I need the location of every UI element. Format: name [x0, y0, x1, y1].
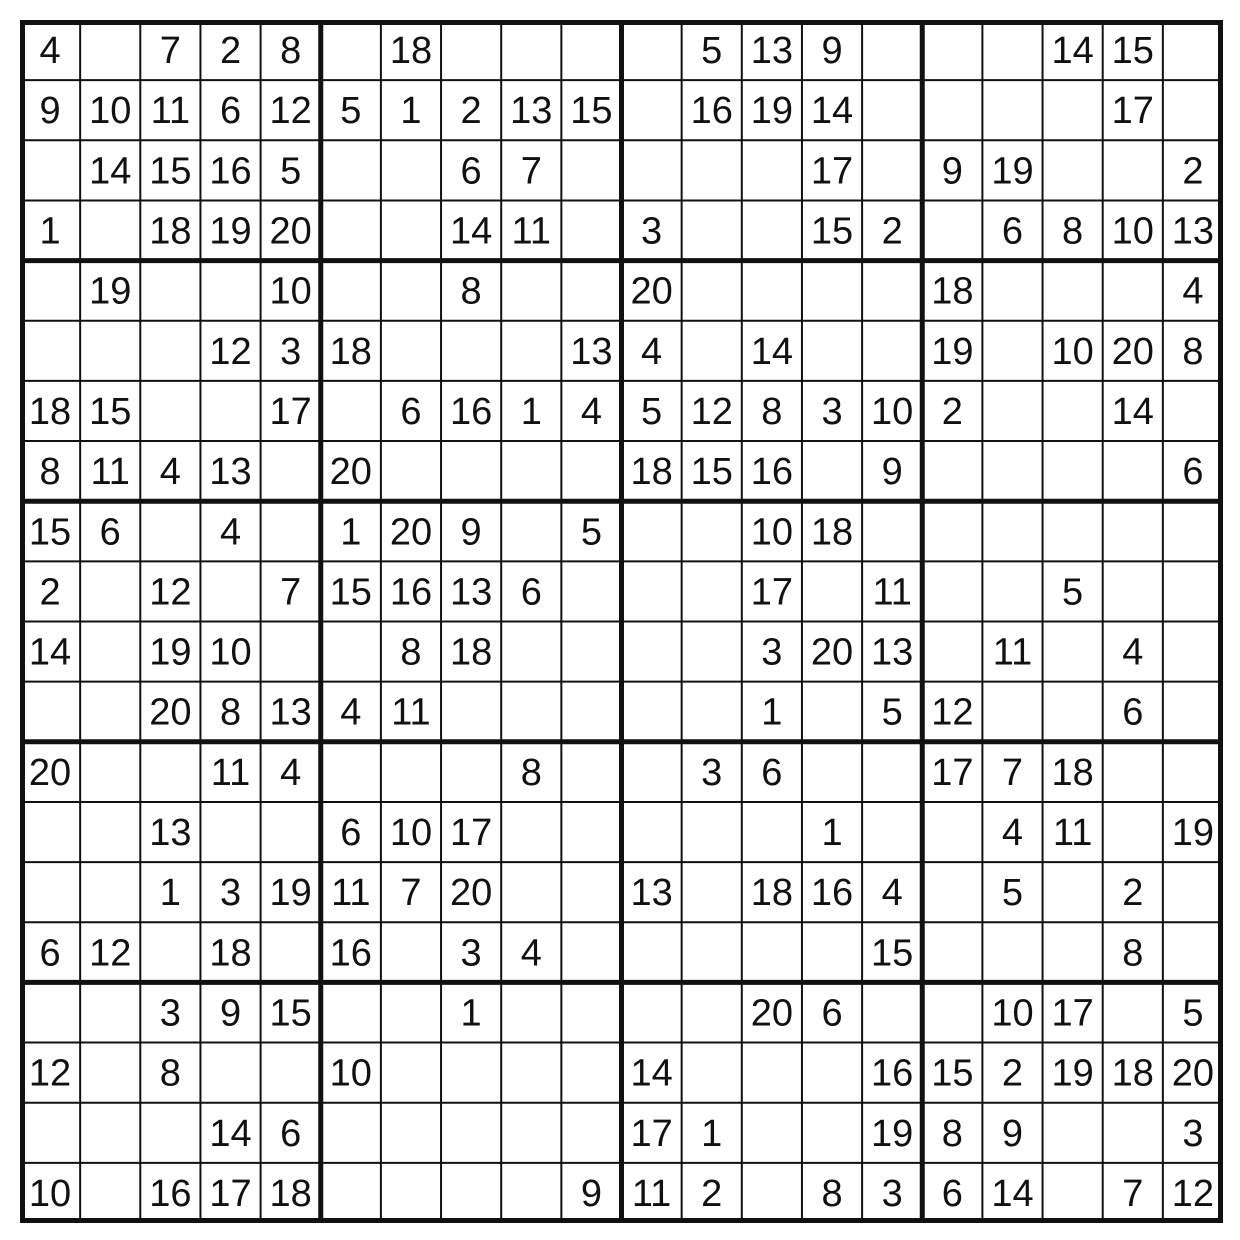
cell-r7-c16[interactable]: 2	[941, 390, 963, 433]
cell-r2-c1[interactable]: 9	[39, 90, 61, 133]
cell-r2-c7[interactable]: 1	[400, 90, 422, 133]
cell-r11-c17[interactable]: 11	[992, 631, 1033, 674]
cell-r12-c6[interactable]: 4	[340, 691, 362, 734]
cell-r3-c16[interactable]: 9	[941, 150, 963, 193]
cell-r5-c11[interactable]: 20	[630, 270, 673, 313]
cell-r19-c11[interactable]: 17	[630, 1112, 673, 1155]
cell-r10-c6[interactable]: 15	[329, 571, 372, 614]
cell-r13-c16[interactable]: 17	[931, 751, 974, 794]
cell-r12-c13[interactable]: 1	[761, 691, 783, 734]
cell-r20-c19[interactable]: 7	[1122, 1172, 1144, 1215]
cell-r13-c13[interactable]: 6	[761, 751, 783, 794]
cell-r14-c8[interactable]: 17	[449, 812, 493, 855]
cell-r11-c19[interactable]: 4	[1122, 631, 1144, 674]
cell-r12-c4[interactable]: 8	[219, 691, 242, 734]
cell-r8-c12[interactable]: 15	[690, 451, 733, 494]
cell-r20-c12[interactable]: 2	[701, 1172, 723, 1215]
cell-r11-c4[interactable]: 10	[209, 631, 252, 674]
cell-r1-c5[interactable]: 8	[280, 30, 302, 73]
cell-r2-c10[interactable]: 15	[570, 90, 613, 133]
cell-r18-c17[interactable]: 2	[1001, 1052, 1024, 1095]
cell-r10-c9[interactable]: 6	[520, 571, 542, 614]
cell-r4-c9[interactable]: 11	[511, 210, 551, 253]
cell-r19-c16[interactable]: 8	[941, 1112, 963, 1155]
cell-r12-c5[interactable]: 13	[269, 691, 312, 734]
cell-r2-c6[interactable]: 5	[340, 90, 362, 133]
cell-r2-c2[interactable]: 10	[89, 90, 132, 133]
cell-r7-c15[interactable]: 10	[871, 390, 914, 433]
cell-r11-c14[interactable]: 20	[810, 631, 854, 674]
cell-r4-c14[interactable]: 15	[810, 210, 854, 253]
cell-r14-c3[interactable]: 13	[149, 812, 192, 855]
cell-r7-c1[interactable]: 18	[28, 390, 72, 433]
cell-r1-c19[interactable]: 15	[1111, 30, 1154, 73]
cell-r5-c5[interactable]: 10	[269, 270, 312, 313]
cell-r5-c2[interactable]: 19	[89, 270, 132, 313]
cell-r5-c8[interactable]: 8	[460, 270, 482, 313]
cell-r15-c14[interactable]: 16	[810, 872, 854, 915]
cell-r16-c9[interactable]: 4	[520, 932, 542, 975]
cell-r2-c4[interactable]: 6	[219, 90, 242, 133]
cell-r3-c9[interactable]: 7	[520, 150, 542, 193]
cell-r8-c6[interactable]: 20	[329, 451, 372, 494]
cell-r15-c19[interactable]: 2	[1122, 872, 1144, 915]
cell-r10-c1[interactable]: 2	[39, 571, 61, 614]
cell-r17-c5[interactable]: 15	[269, 992, 312, 1035]
cell-r7-c8[interactable]: 16	[449, 390, 493, 433]
cell-r19-c12[interactable]: 1	[701, 1112, 723, 1155]
cell-r2-c3[interactable]: 11	[150, 90, 191, 133]
cell-r9-c2[interactable]: 6	[99, 511, 121, 554]
cell-r7-c9[interactable]: 1	[520, 390, 542, 433]
cell-r17-c3[interactable]: 3	[159, 992, 181, 1035]
cell-r7-c19[interactable]: 14	[1111, 390, 1154, 433]
cell-r8-c11[interactable]: 18	[630, 451, 673, 494]
cell-r8-c4[interactable]: 13	[209, 451, 252, 494]
cell-r15-c3[interactable]: 1	[159, 872, 181, 915]
cell-r12-c7[interactable]: 11	[391, 691, 431, 734]
cell-r7-c11[interactable]: 5	[641, 390, 663, 433]
cell-r6-c13[interactable]: 14	[750, 330, 794, 373]
cell-r19-c17[interactable]: 9	[1001, 1112, 1024, 1155]
cell-r2-c8[interactable]: 2	[460, 90, 482, 133]
cell-r2-c19[interactable]: 17	[1111, 90, 1154, 133]
cell-r6-c5[interactable]: 3	[280, 330, 302, 373]
cell-r4-c4[interactable]: 19	[209, 210, 252, 253]
cell-r15-c13[interactable]: 18	[750, 872, 794, 915]
cell-r19-c20[interactable]: 3	[1182, 1112, 1204, 1155]
cell-r18-c11[interactable]: 14	[630, 1052, 673, 1095]
cell-r3-c2[interactable]: 14	[89, 150, 132, 193]
cell-r3-c4[interactable]: 16	[209, 150, 252, 193]
cell-r7-c13[interactable]: 8	[761, 390, 783, 433]
cell-r20-c5[interactable]: 18	[269, 1172, 312, 1215]
cell-r18-c1[interactable]: 12	[28, 1052, 72, 1095]
cell-r19-c15[interactable]: 19	[871, 1112, 914, 1155]
cell-r14-c18[interactable]: 11	[1052, 812, 1093, 855]
cell-r15-c15[interactable]: 4	[881, 872, 903, 915]
cell-r14-c20[interactable]: 19	[1171, 812, 1215, 855]
cell-r17-c18[interactable]: 17	[1051, 992, 1094, 1035]
cell-r11-c15[interactable]: 13	[871, 631, 914, 674]
cell-r11-c8[interactable]: 18	[449, 631, 493, 674]
cell-r20-c17[interactable]: 14	[991, 1172, 1034, 1215]
cell-r2-c12[interactable]: 16	[690, 90, 733, 133]
cell-r7-c10[interactable]: 4	[580, 390, 603, 433]
cell-r7-c5[interactable]: 17	[269, 390, 312, 433]
cell-r13-c5[interactable]: 4	[280, 751, 302, 794]
cell-r16-c4[interactable]: 18	[209, 932, 252, 975]
cell-r4-c15[interactable]: 2	[881, 210, 903, 253]
cell-r14-c7[interactable]: 10	[389, 812, 433, 855]
cell-r16-c1[interactable]: 6	[39, 932, 61, 975]
cell-r15-c8[interactable]: 20	[449, 872, 493, 915]
cell-r3-c17[interactable]: 19	[991, 150, 1034, 193]
cell-r5-c20[interactable]: 4	[1182, 270, 1204, 313]
cell-r20-c4[interactable]: 17	[209, 1172, 252, 1215]
cell-r1-c14[interactable]: 9	[821, 30, 843, 73]
cell-r17-c20[interactable]: 5	[1182, 992, 1204, 1035]
cell-r11-c3[interactable]: 19	[149, 631, 192, 674]
cell-r3-c20[interactable]: 2	[1182, 150, 1204, 193]
cell-r4-c20[interactable]: 13	[1171, 210, 1215, 253]
cell-r8-c1[interactable]: 8	[39, 451, 61, 494]
cell-r4-c3[interactable]: 18	[149, 210, 192, 253]
cell-r5-c16[interactable]: 18	[931, 270, 974, 313]
cell-r6-c20[interactable]: 8	[1182, 330, 1204, 373]
cell-r4-c19[interactable]: 10	[1111, 210, 1154, 253]
cell-r10-c3[interactable]: 12	[149, 571, 192, 614]
cell-r1-c12[interactable]: 5	[701, 30, 723, 73]
cell-r1-c3[interactable]: 7	[159, 30, 181, 73]
cell-r9-c10[interactable]: 5	[580, 511, 603, 554]
cell-r16-c8[interactable]: 3	[460, 932, 482, 975]
cell-r20-c1[interactable]: 10	[28, 1172, 72, 1215]
cell-r4-c5[interactable]: 20	[269, 210, 312, 253]
cell-r12-c19[interactable]: 6	[1122, 691, 1144, 734]
cell-r17-c17[interactable]: 10	[991, 992, 1034, 1035]
cell-r6-c19[interactable]: 20	[1111, 330, 1154, 373]
cell-r2-c5[interactable]: 12	[269, 90, 312, 133]
cell-r13-c4[interactable]: 11	[210, 751, 251, 794]
cell-r8-c15[interactable]: 9	[881, 451, 903, 494]
cell-r3-c8[interactable]: 6	[460, 150, 482, 193]
cell-r7-c2[interactable]: 15	[89, 390, 132, 433]
cell-r2-c9[interactable]: 13	[510, 90, 553, 133]
cell-r1-c4[interactable]: 2	[219, 30, 242, 73]
cell-r17-c13[interactable]: 20	[750, 992, 794, 1035]
cell-r16-c19[interactable]: 8	[1122, 932, 1144, 975]
cell-r18-c15[interactable]: 16	[871, 1052, 914, 1095]
cell-r10-c15[interactable]: 11	[872, 571, 912, 614]
cell-r10-c7[interactable]: 16	[389, 571, 433, 614]
cell-r17-c8[interactable]: 1	[460, 992, 482, 1035]
cell-r1-c13[interactable]: 13	[750, 30, 794, 73]
cell-r12-c16[interactable]: 12	[931, 691, 974, 734]
cell-r9-c6[interactable]: 1	[340, 511, 362, 554]
cell-r17-c14[interactable]: 6	[821, 992, 843, 1035]
cell-r7-c7[interactable]: 6	[400, 390, 422, 433]
cell-r19-c4[interactable]: 14	[209, 1112, 252, 1155]
cell-r9-c7[interactable]: 20	[389, 511, 433, 554]
cell-r6-c6[interactable]: 18	[329, 330, 372, 373]
cell-r9-c14[interactable]: 18	[810, 511, 854, 554]
cell-r15-c17[interactable]: 5	[1001, 872, 1024, 915]
cell-r15-c6[interactable]: 11	[331, 872, 371, 915]
cell-r1-c7[interactable]: 18	[389, 30, 433, 73]
cell-r9-c8[interactable]: 9	[460, 511, 482, 554]
cell-r4-c8[interactable]: 14	[449, 210, 493, 253]
cell-r20-c14[interactable]: 8	[821, 1172, 843, 1215]
cell-r11-c13[interactable]: 3	[761, 631, 783, 674]
cell-r2-c14[interactable]: 14	[810, 90, 854, 133]
cell-r9-c1[interactable]: 15	[28, 511, 72, 554]
sudoku-board	[20, 20, 1223, 1223]
cell-r18-c20[interactable]: 20	[1171, 1052, 1215, 1095]
cell-r10-c5[interactable]: 7	[280, 571, 302, 614]
cell-r4-c18[interactable]: 8	[1062, 210, 1084, 253]
cell-r7-c12[interactable]: 12	[690, 390, 733, 433]
cell-r6-c16[interactable]: 19	[931, 330, 974, 373]
cell-r15-c11[interactable]: 13	[630, 872, 673, 915]
cell-r7-c14[interactable]: 3	[821, 390, 843, 433]
cell-r8-c3[interactable]: 4	[159, 451, 181, 494]
cell-r15-c7[interactable]: 7	[400, 872, 422, 915]
cell-r4-c17[interactable]: 6	[1001, 210, 1024, 253]
cell-r18-c19[interactable]: 18	[1111, 1052, 1154, 1095]
cell-r16-c6[interactable]: 16	[329, 932, 372, 975]
cell-r8-c2[interactable]: 11	[90, 451, 130, 494]
cell-r13-c1[interactable]: 20	[28, 751, 72, 794]
cell-r14-c17[interactable]: 4	[1001, 812, 1024, 855]
cell-r11-c1[interactable]: 14	[28, 631, 72, 674]
cell-r20-c11[interactable]: 11	[631, 1172, 672, 1215]
cell-r12-c3[interactable]: 20	[149, 691, 192, 734]
cell-r17-c4[interactable]: 9	[219, 992, 242, 1035]
cell-r20-c16[interactable]: 6	[941, 1172, 963, 1215]
cell-r3-c5[interactable]: 5	[280, 150, 302, 193]
cell-r20-c20[interactable]: 12	[1171, 1172, 1215, 1215]
cell-r3-c3[interactable]: 15	[149, 150, 192, 193]
cell-r15-c5[interactable]: 19	[269, 872, 312, 915]
cell-r20-c10[interactable]: 9	[580, 1172, 603, 1215]
cell-r20-c15[interactable]: 3	[881, 1172, 903, 1215]
cell-r1-c18[interactable]: 14	[1051, 30, 1094, 73]
cell-r12-c15[interactable]: 5	[881, 691, 903, 734]
cell-r18-c3[interactable]: 8	[159, 1052, 181, 1095]
cell-r10-c18[interactable]: 5	[1062, 571, 1084, 614]
cell-r13-c17[interactable]: 7	[1001, 751, 1024, 794]
cell-r6-c18[interactable]: 10	[1051, 330, 1094, 373]
cell-r13-c9[interactable]: 8	[520, 751, 542, 794]
cell-r14-c14[interactable]: 1	[821, 812, 843, 855]
cell-r1-c1[interactable]: 4	[39, 30, 61, 73]
cell-r3-c14[interactable]: 17	[810, 150, 854, 193]
cell-r20-c3[interactable]: 16	[149, 1172, 192, 1215]
cell-r4-c11[interactable]: 3	[641, 210, 663, 253]
cell-r11-c7[interactable]: 8	[400, 631, 422, 674]
cell-r13-c12[interactable]: 3	[701, 751, 723, 794]
cell-r4-c1[interactable]: 1	[39, 210, 61, 253]
cell-r14-c6[interactable]: 6	[340, 812, 362, 855]
cell-r16-c15[interactable]: 15	[871, 932, 914, 975]
cell-r8-c13[interactable]: 16	[750, 451, 794, 494]
cell-r16-c2[interactable]: 12	[89, 932, 132, 975]
cell-r18-c18[interactable]: 19	[1051, 1052, 1094, 1095]
cell-r9-c4[interactable]: 4	[219, 511, 242, 554]
cell-r2-c13[interactable]: 19	[750, 90, 794, 133]
cell-r15-c4[interactable]: 3	[219, 872, 242, 915]
cell-r18-c16[interactable]: 15	[931, 1052, 974, 1095]
cell-r18-c6[interactable]: 10	[329, 1052, 372, 1095]
cell-r13-c18[interactable]: 18	[1051, 751, 1094, 794]
cell-r10-c8[interactable]: 13	[449, 571, 493, 614]
cell-r19-c5[interactable]: 6	[280, 1112, 302, 1155]
cell-r6-c4[interactable]: 12	[209, 330, 252, 373]
cell-r6-c10[interactable]: 13	[570, 330, 613, 373]
cell-r8-c20[interactable]: 6	[1182, 451, 1204, 494]
cell-r6-c11[interactable]: 4	[641, 330, 663, 373]
cell-r10-c13[interactable]: 17	[750, 571, 794, 614]
cell-r9-c13[interactable]: 10	[750, 511, 794, 554]
